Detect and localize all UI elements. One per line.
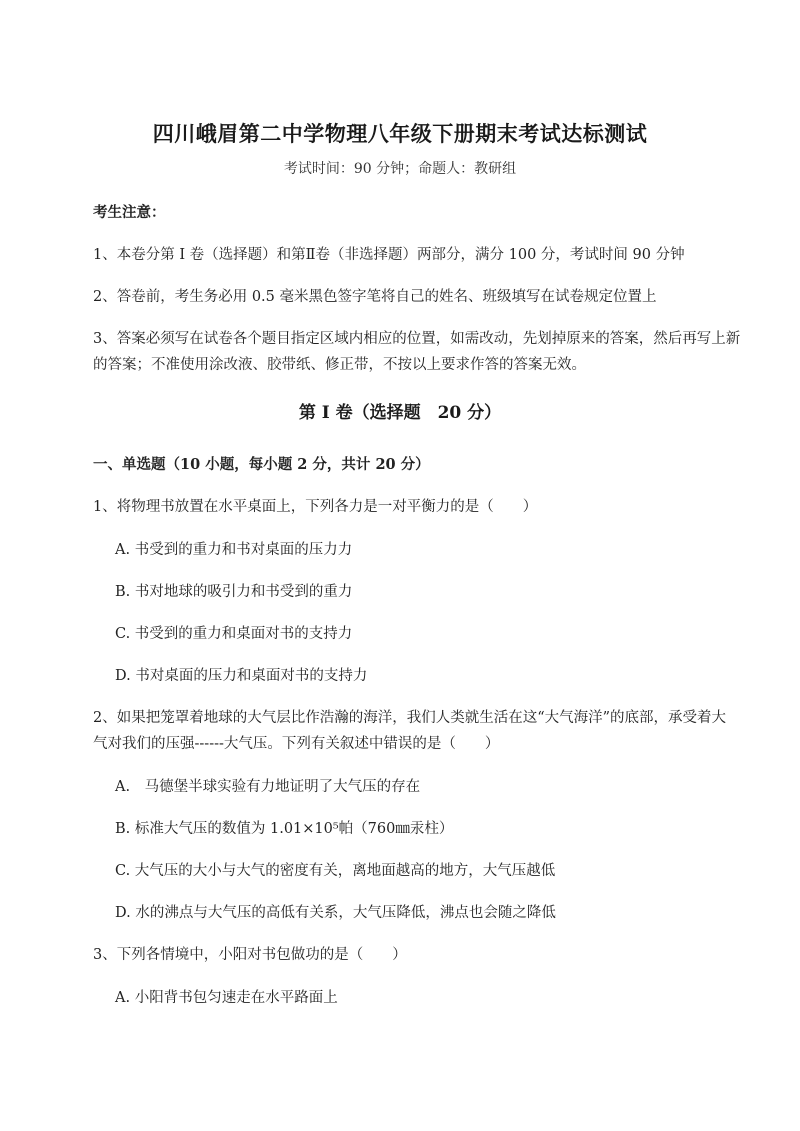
page-title: 四川峨眉第二中学物理八年级下册期末考试达标测试 (152, 121, 648, 146)
question-3-stem: 3、下列各情境中，小阳对书包做功的是（ ） (93, 947, 407, 963)
question-1-option-a[interactable]: A. 书受到的重力和书对桌面的压力力 (115, 542, 353, 558)
notice-item-3-line1: 3、答案必须写在试卷各个题目指定区域内相应的位置，如需改动，先划掉原来的答案，然后再写上新 (93, 331, 741, 347)
question-2-option-a[interactable]: A. 马德堡半球实验有力地证明了大气压的存在 (115, 779, 421, 795)
notice-heading: 考生注意： (93, 204, 166, 221)
notice-item-3-line2: 的答案；不准使用涂改液、胶带纸、修正带，不按以上要求作答的答案无效。 (93, 357, 586, 373)
notice-item-2: 2、答卷前，考生务必用 0.5 毫米黑色签字笔将自己的姓名、班级填写在试卷规定位置上 (93, 289, 657, 305)
exam-subtitle: 考试时间：90 分钟；命题人：教研组 (283, 161, 517, 177)
question-1-option-d[interactable]: D. 书对桌面的压力和桌面对书的支持力 (115, 668, 368, 684)
question-2-option-b[interactable]: B. 标准大气压的数值为 1.01×10⁵帕（760㎜汞柱） (115, 821, 454, 837)
question-1-stem: 1、将物理书放置在水平桌面上，下列各力是一对平衡力的是（ ） (93, 499, 538, 515)
question-2-stem-line1: 2、如果把笼罩着地球的大气层比作浩瀚的海洋，我们人类就生活在这“大气海洋”的底部，承受着大 (93, 710, 727, 726)
question-3-option-a[interactable]: A. 小阳背书包匀速走在水平路面上 (115, 990, 338, 1006)
section-title: 第 I 卷（选择题 20 分） (298, 403, 502, 423)
notice-item-1: 1、本卷分第 I 卷（选择题）和第Ⅱ卷（非选择题）两部分，满分 100 分，考试时间 90 分钟 (93, 247, 685, 263)
question-2-option-d[interactable]: D. 水的沸点与大气压的高低有关系，大气压降低，沸点也会随之降低 (115, 905, 556, 921)
question-1-option-b[interactable]: B. 书对地球的吸引力和书受到的重力 (115, 584, 353, 600)
part-heading: 一、单选题（10 小题，每小题 2 分，共计 20 分） (93, 456, 430, 473)
question-2-stem-line2: 气对我们的压强------大气压。下列有关叙述中错误的是（ ） (93, 736, 500, 752)
question-2-option-c[interactable]: C. 大气压的大小与大气的密度有关，离地面越高的地方，大气压越低 (115, 863, 556, 879)
question-1-option-c[interactable]: C. 书受到的重力和桌面对书的支持力 (115, 626, 353, 642)
